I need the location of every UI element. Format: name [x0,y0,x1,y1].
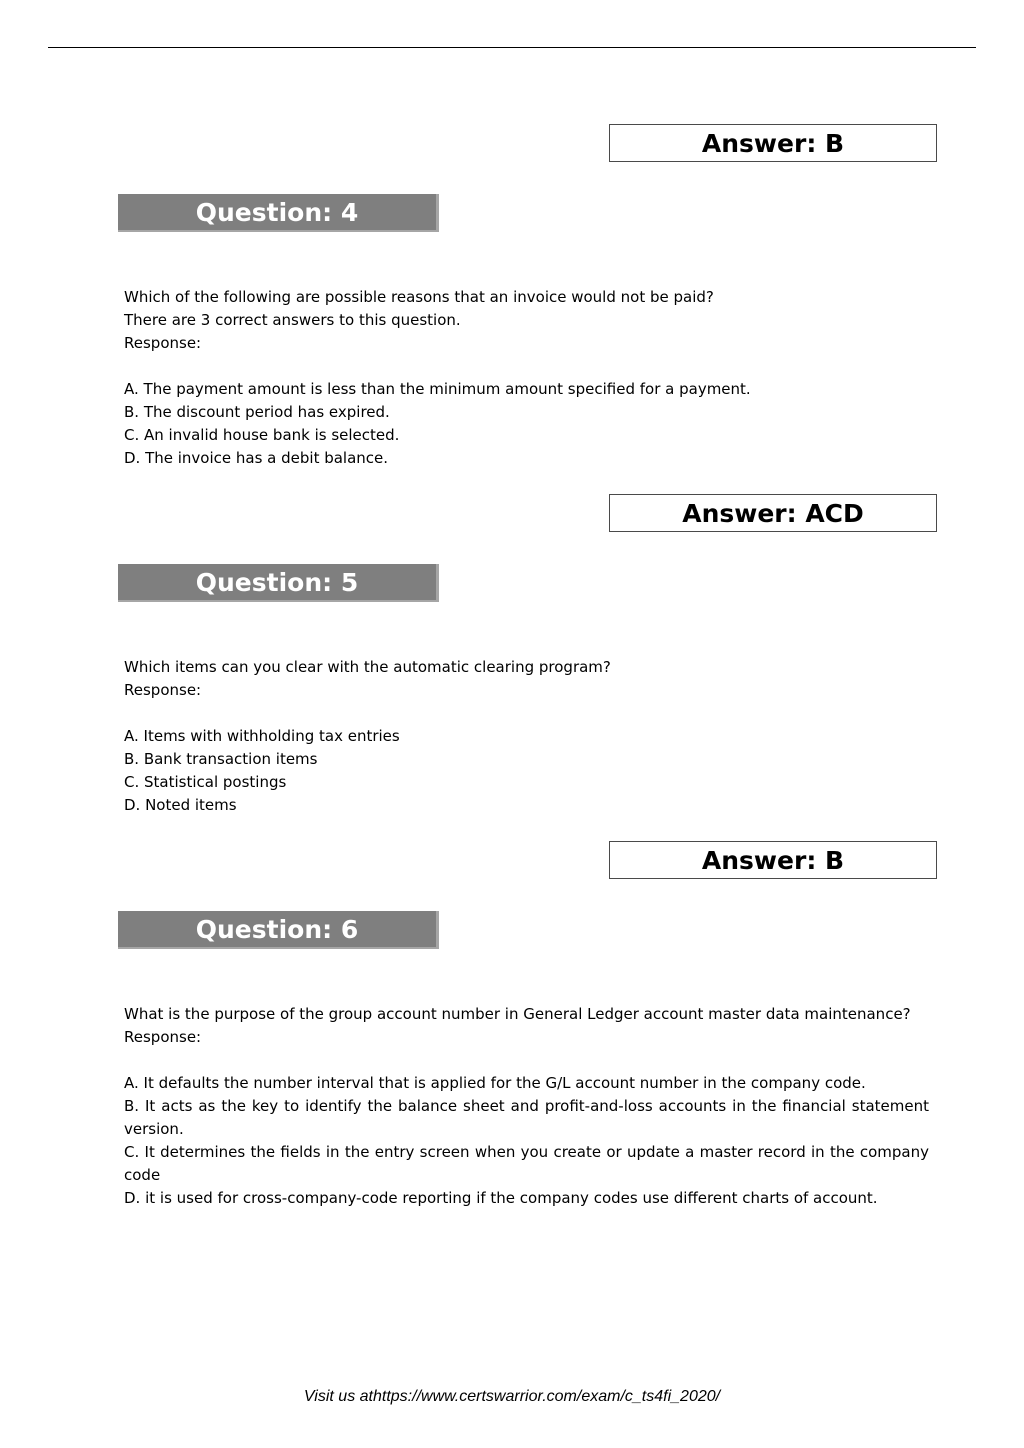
question-text: Which items can you clear with the automatic clearing program? [124,658,611,676]
top-rule [48,47,976,48]
option-c: C. It determines the fields in the entry screen when you create or update a master record in the company code [124,1143,929,1184]
answer-box-question-3 [609,124,937,162]
option-c: C. An invalid house bank is selected. [124,426,400,444]
option-b: B. It acts as the key to identify the balance sheet and profit-and-loss accounts in the financial statement version. [124,1097,929,1138]
response-label: Response: [124,334,202,352]
answer-box-question-4 [609,494,937,532]
answer-text: Answer: ACD [682,498,864,528]
question-banner-4 [118,194,439,232]
option-b: B. Bank transaction items [124,750,318,768]
question-4-body [124,286,929,470]
question-text: What is the purpose of the group account number in General Ledger account master data maintenance? [124,1005,911,1023]
answer-text: Answer: B [701,128,845,158]
option-c: C. Statistical postings [124,773,287,791]
question-banner-5 [118,564,439,602]
question-text: Which of the following are possible reasons that an invoice would not be paid? [124,288,714,306]
answer-box-question-5 [609,841,937,879]
question-6-body [124,1003,929,1210]
option-d: D. Noted items [124,796,237,814]
question-text: There are 3 correct answers to this question. [124,311,461,329]
question-banner-6 [118,911,439,949]
question-title: Question: 4 [195,197,359,227]
option-d: D. it is used for cross-company-code reporting if the company codes use different charts of account. [124,1189,878,1207]
option-d: D. The invoice has a debit balance. [124,449,389,467]
question-title: Question: 5 [195,567,359,597]
answer-text: Answer: B [701,845,845,875]
option-b: B. The discount period has expired. [124,403,390,421]
option-a: A. Items with withholding tax entries [124,727,400,745]
option-a: A. It defaults the number interval that is applied for the G/L account number in the company code. [124,1074,866,1092]
question-title: Question: 6 [195,914,359,944]
footer-link-text: Visit us athttps://www.certswarrior.com/exam/c_ts4fi_2020/ [303,1388,721,1405]
response-label: Response: [124,681,202,699]
option-a: A. The payment amount is less than the minimum amount specified for a payment. [124,380,751,398]
response-label: Response: [124,1028,202,1046]
question-5-body [124,656,929,817]
